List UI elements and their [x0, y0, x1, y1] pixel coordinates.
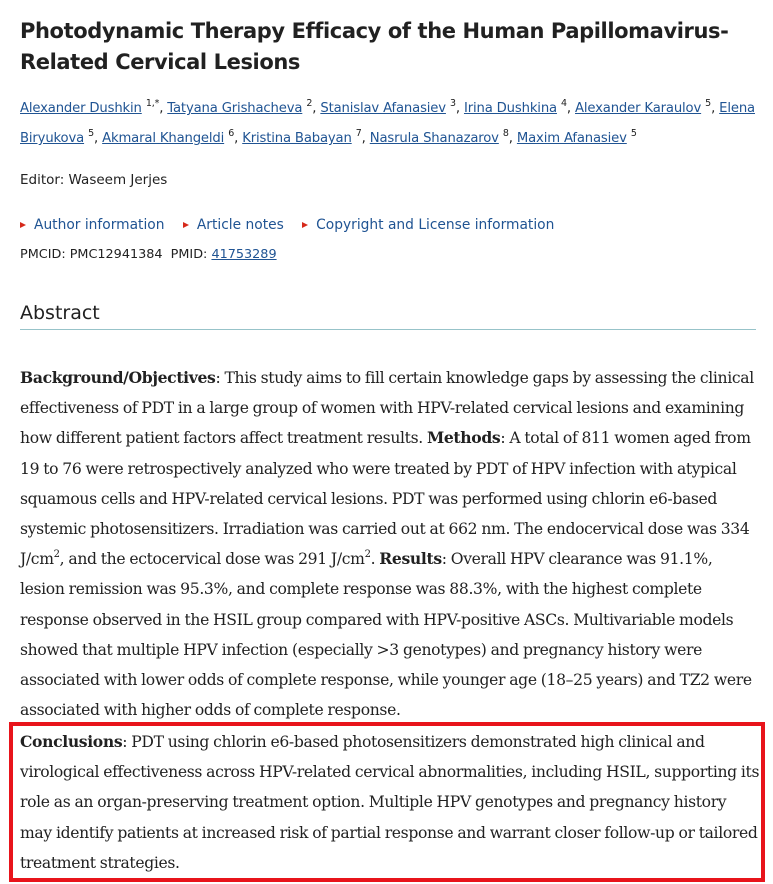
author-link[interactable]: Nasrula Shanazarov	[369, 131, 499, 146]
methods-text: : A total of 811 women aged from 19 to 76 were retrospectively analyzed who were treated by PDT of HPV infection with atypical squamous cells and HPV-related cervical lesions. PDT was performed using chlorin e6-based systemic photosensitizers. Irradiation was carried out at 662 nm. The endocervical dose was 334 J/cm	[20, 429, 751, 569]
article-identifiers	[20, 247, 277, 262]
author-link[interactable]: Maxim Afanasiev	[516, 131, 627, 146]
affiliation-ref: 4	[561, 98, 567, 109]
abstract-paragraph	[20, 363, 760, 725]
author-link[interactable]: Irina Dushkina	[463, 101, 557, 116]
background-label: Background/Objectives	[20, 368, 216, 387]
affiliation-ref: 5	[705, 98, 712, 109]
affiliation-ref: 5	[630, 128, 637, 139]
affiliation-ref: 8	[502, 128, 509, 139]
author-link[interactable]: Tatyana Grishacheva	[167, 101, 303, 116]
methods-label: Methods	[426, 428, 501, 448]
triangle-right-icon	[183, 222, 189, 228]
affiliation-ref: 1,*	[145, 98, 160, 109]
note-label: Article notes	[196, 217, 284, 233]
triangle-right-icon	[302, 222, 308, 228]
affiliation-ref: 2	[306, 98, 313, 109]
superscript: 2	[364, 549, 371, 561]
triangle-right-icon	[20, 222, 26, 228]
methods-text: , and the ectocervical dose was 291 J/cm	[59, 550, 365, 569]
editor-line: Editor: Waseem Jerjes	[20, 172, 168, 188]
background-text: : This study aims to fill certain knowledge gaps by assessing the clinical effectiveness of PDT in a large group of women with HPV-related cervical lesions and examining how different patient factors affect treatment results.	[20, 369, 754, 448]
conclusions-text: : PDT using chlorin e6-based photosensitizers demonstrated high clinical and virological effectiveness across HPV-related cervical abnormalities, including HSIL, supporting its role as an organ-preserving treatment option. Multiple HPV genotypes and pregnancy history may identify patients at increased risk of partial response and warrant closer follow-up or tailored treatment strategies.	[20, 733, 760, 872]
author-list: Alexander Dushkin $^{1,*}$, Tatyana Grishacheva $^2$, Stanislav Afanasiev $^3$, Irina Dushkina $^4$, Alexander Karaulov $^5$, Elena Biryukova $^5$, Akmaral Khangeldi $^6$, Kristina Babayan $^7$, Nasrula Shanazarov $^8$, Maxim Afanasiev $^5$	[20, 98, 755, 146]
affiliation-ref: 3	[449, 98, 456, 109]
note-label: Author information	[34, 217, 165, 233]
article-notes-bar	[20, 216, 568, 233]
article-title: Photodynamic Therapy Efficacy of the Human Papillomavirus-Related Cervical Lesions	[20, 19, 729, 74]
author-link[interactable]: Kristina Babayan	[242, 131, 352, 146]
article-notes-toggle[interactable]	[183, 217, 284, 233]
author-link[interactable]: Alexander Karaulov	[575, 101, 702, 116]
author-information-toggle[interactable]	[20, 217, 164, 233]
affiliation-ref: 6	[228, 128, 235, 139]
author-link[interactable]: Akmaral Khangeldi	[102, 131, 225, 146]
author-link[interactable]: Alexander Dushkin	[20, 101, 142, 116]
methods-text: .	[370, 550, 380, 569]
results-text: : Overall HPV clearance was 91.1%, lesion remission was 95.3%, and complete response was 88.3%, with the highest complete response observed in the HSIL group compared with HPV-positive ASCs. Multivariable models showed that multiple HPV infection (especially >3 genotypes) and pregnancy history were associated with lower odds of complete response, while younger age (18–25 years) and TZ2 were associated with higher odds of complete response.	[20, 550, 752, 720]
superscript: 2	[53, 549, 60, 561]
note-label: Copyright and License information	[316, 217, 555, 233]
copyright-license-toggle[interactable]	[302, 217, 554, 233]
conclusions-highlight-box	[9, 722, 765, 882]
results-label: Results	[379, 549, 442, 569]
affiliation-ref: 7	[355, 128, 362, 139]
pmcid-text: PMCID: PMC12941384	[20, 247, 163, 262]
conclusions-label: Conclusions	[20, 732, 123, 751]
pmid-link[interactable]: 41753289	[211, 247, 277, 262]
affiliation-ref: 5	[88, 128, 95, 139]
pmid-label: PMID:	[170, 247, 208, 262]
abstract-heading: Abstract	[20, 302, 756, 330]
author-link[interactable]: Stanislav Afanasiev	[320, 101, 446, 116]
author-link[interactable]: Elena Biryukova	[20, 101, 755, 146]
